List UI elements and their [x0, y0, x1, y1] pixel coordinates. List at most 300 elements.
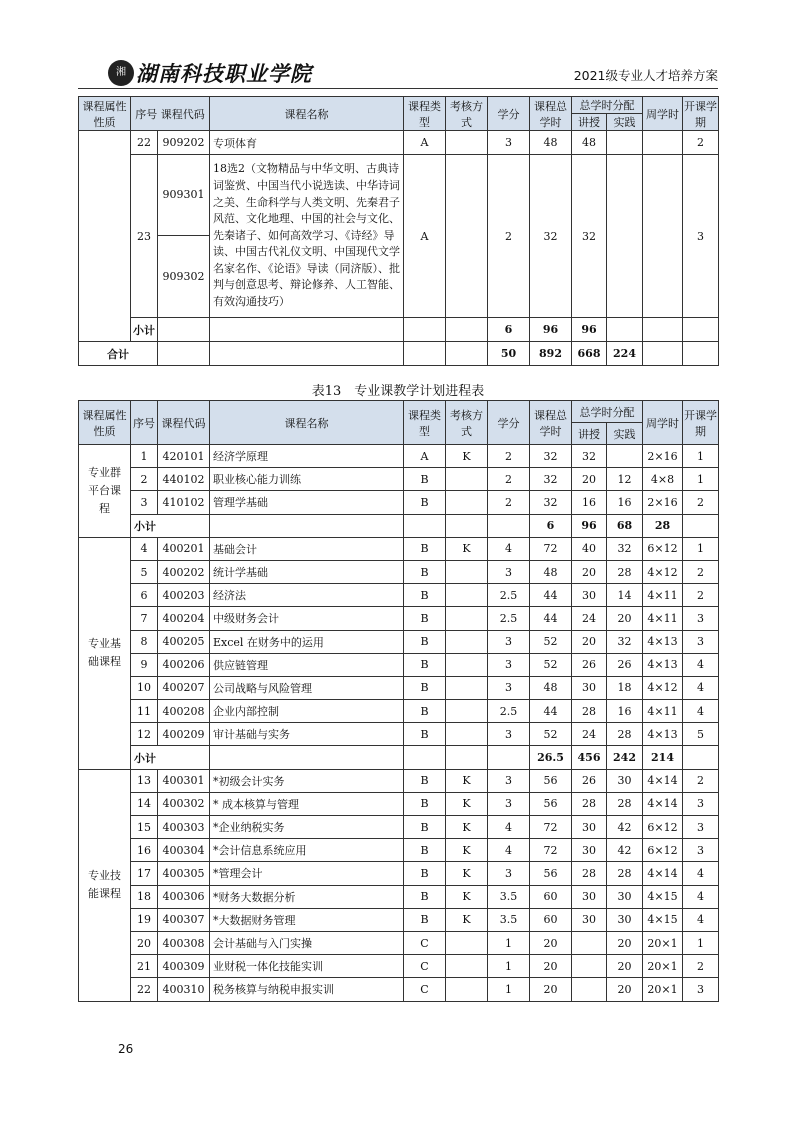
cell-weekly: 4×13 — [643, 630, 683, 653]
col-header-lecture: 讲授 — [572, 423, 607, 445]
cell-term: 4 — [683, 700, 719, 723]
cell-name: 企业内部控制 — [210, 700, 404, 723]
cell-no: 19 — [131, 908, 158, 931]
cell-total: 72 — [530, 816, 572, 839]
cell-total: 32 — [530, 155, 572, 318]
cell-total: 56 — [530, 862, 572, 885]
cell-term: 4 — [683, 908, 719, 931]
cell-practice: 30 — [607, 908, 643, 931]
cell-practice: 26 — [607, 653, 643, 676]
cell-practice: 32 — [607, 537, 643, 560]
cell-credit: 2 — [488, 155, 530, 318]
cell-total: 48 — [530, 560, 572, 583]
col-header-credit: 学分 — [488, 97, 530, 131]
cell-no: 11 — [131, 700, 158, 723]
table-row — [79, 445, 719, 468]
cell-term: 3 — [683, 630, 719, 653]
cell-no: 22 — [131, 131, 158, 155]
table-row — [79, 723, 719, 746]
cell-weekly: 2×16 — [643, 445, 683, 468]
cell-code: 400202 — [158, 560, 210, 583]
cell-practice: 30 — [607, 769, 643, 792]
cell-lecture: 26 — [572, 653, 607, 676]
cell-name: *初级会计实务 — [210, 769, 404, 792]
cell-term: 1 — [683, 445, 719, 468]
col-header-name: 课程名称 — [210, 97, 404, 131]
cell-practice — [607, 155, 643, 318]
cell-term: 3 — [683, 839, 719, 862]
cell-term: 3 — [683, 816, 719, 839]
table-row — [79, 885, 719, 908]
cell-exam — [446, 676, 488, 699]
cell-practice: 28 — [607, 723, 643, 746]
subtotal-row — [79, 514, 719, 537]
cell-code: 400309 — [158, 955, 210, 978]
general-courses-table-continued — [78, 96, 719, 366]
cell-lecture: 30 — [572, 676, 607, 699]
cell-exam — [446, 978, 488, 1001]
col-header-no: 序号 — [131, 401, 158, 445]
subtotal-practice: 214 — [643, 746, 683, 769]
cell-term: 2 — [683, 131, 719, 155]
cell-code: 400207 — [158, 676, 210, 699]
cell-total: 60 — [530, 908, 572, 931]
cell-practice: 28 — [607, 792, 643, 815]
col-header-exam: 考核方式 — [446, 401, 488, 445]
cell-total: 20 — [530, 955, 572, 978]
cell-name: 基础会计 — [210, 537, 404, 560]
cell-weekly: 4×11 — [643, 607, 683, 630]
cell-credit: 2.5 — [488, 584, 530, 607]
cell-no: 4 — [131, 537, 158, 560]
cell-term: 5 — [683, 723, 719, 746]
col-header-name: 课程名称 — [210, 401, 404, 445]
cell-name: 管理学基础 — [210, 491, 404, 514]
cell-credit: 4 — [488, 816, 530, 839]
cell-exam — [446, 491, 488, 514]
cell-no: 18 — [131, 885, 158, 908]
cell-name: 专项体育 — [210, 131, 404, 155]
cell-practice: 20 — [607, 955, 643, 978]
cell-practice: 42 — [607, 816, 643, 839]
subtotal-row — [79, 746, 719, 769]
cell-name: 税务核算与纳税申报实训 — [210, 978, 404, 1001]
col-header-code: 课程代码 — [160, 107, 205, 121]
cell-name: 经济学原理 — [210, 445, 404, 468]
grand-total-row — [79, 342, 719, 366]
cell-code: 440102 — [158, 468, 210, 491]
empty-cell — [158, 318, 210, 342]
cell-exam: K — [446, 816, 488, 839]
subtotal-row — [79, 318, 719, 342]
empty-cell — [488, 746, 530, 769]
cell-code: 410102 — [158, 491, 210, 514]
cell-ctype: B — [404, 584, 446, 607]
cell-weekly — [643, 131, 683, 155]
cell-total: 60 — [530, 885, 572, 908]
table-row — [79, 931, 719, 954]
cell-lecture: 28 — [572, 700, 607, 723]
cell-no: 21 — [131, 955, 158, 978]
cell-term: 2 — [683, 584, 719, 607]
cell-total: 56 — [530, 792, 572, 815]
cell-total: 20 — [530, 931, 572, 954]
cell-no: 16 — [131, 839, 158, 862]
cell-exam: K — [446, 908, 488, 931]
cell-name: 职业核心能力训练 — [210, 468, 404, 491]
col-header-practice: 实践 — [607, 114, 643, 131]
cell-practice: 16 — [607, 491, 643, 514]
cell-term: 3 — [683, 155, 719, 318]
table-row — [79, 700, 719, 723]
cell-ctype: B — [404, 792, 446, 815]
empty-cell — [446, 514, 488, 537]
col-header-ctype: 课程类型 — [404, 97, 446, 131]
document-title: 2021级专业人才培养方案 — [573, 68, 718, 83]
cell-total: 44 — [530, 607, 572, 630]
col-header-total: 课程总学时 — [530, 401, 572, 445]
table-row — [79, 653, 719, 676]
cell-credit: 3 — [488, 630, 530, 653]
cell-exam — [446, 584, 488, 607]
cell-ctype: B — [404, 630, 446, 653]
cell-no: 13 — [131, 769, 158, 792]
cell-exam — [446, 723, 488, 746]
cell-exam: K — [446, 445, 488, 468]
category-label: 专业基础课程 — [79, 537, 131, 769]
cell-code: 400201 — [158, 537, 210, 560]
cell-code: 909202 — [158, 131, 210, 155]
cell-lecture — [572, 978, 607, 1001]
cell-total: 52 — [530, 653, 572, 676]
professional-courses-table — [78, 400, 719, 1002]
cell-code: 400206 — [158, 653, 210, 676]
cell-exam — [446, 630, 488, 653]
cell-ctype: C — [404, 955, 446, 978]
cell-weekly: 20×1 — [643, 931, 683, 954]
grand-total-lecture: 668 — [572, 342, 607, 366]
cell-lecture: 32 — [572, 445, 607, 468]
cell-total: 32 — [530, 468, 572, 491]
grand-total-total: 892 — [530, 342, 572, 366]
empty-cell — [488, 514, 530, 537]
grand-total-practice: 224 — [607, 342, 643, 366]
cell-term: 2 — [683, 769, 719, 792]
cell-lecture — [572, 955, 607, 978]
cell-credit: 1 — [488, 931, 530, 954]
cell-no: 2 — [131, 468, 158, 491]
cell-weekly: 4×15 — [643, 885, 683, 908]
empty-cell — [210, 318, 404, 342]
cell-lecture: 26 — [572, 769, 607, 792]
cell-practice: 12 — [607, 468, 643, 491]
col-header-weekly: 周学时 — [643, 401, 683, 445]
col-header-type: 课程属性性质 — [79, 97, 131, 131]
cell-exam — [446, 155, 488, 318]
col-header-dist: 总学时分配 — [572, 97, 643, 114]
cell-credit: 4 — [488, 839, 530, 862]
col-header-practice: 实践 — [607, 423, 643, 445]
cell-credit: 3.5 — [488, 885, 530, 908]
cell-credit: 3 — [488, 792, 530, 815]
school-name-logo: 湖南科技职业学院 — [136, 61, 312, 86]
cell-code: 400209 — [158, 723, 210, 746]
cell-practice: 16 — [607, 700, 643, 723]
cell-exam — [446, 931, 488, 954]
cell-ctype: B — [404, 908, 446, 931]
col-header-credit: 学分 — [488, 401, 530, 445]
cell-name: 统计学基础 — [210, 560, 404, 583]
cell-ctype: B — [404, 700, 446, 723]
cell-code-a: 909301 — [158, 155, 209, 236]
cell-no: 8 — [131, 630, 158, 653]
col-header-term: 开课学期 — [683, 97, 719, 131]
cell-total: 32 — [530, 491, 572, 514]
empty-cell — [210, 746, 404, 769]
cell-name: *企业纳税实务 — [210, 816, 404, 839]
empty-cell — [158, 342, 210, 366]
grand-total-label: 合计 — [79, 342, 158, 366]
cell-weekly: 20×1 — [643, 978, 683, 1001]
table-row — [79, 816, 719, 839]
table-row — [79, 862, 719, 885]
empty-cell — [683, 318, 719, 342]
cell-weekly: 6×12 — [643, 537, 683, 560]
cell-no: 6 — [131, 584, 158, 607]
empty-cell — [404, 342, 446, 366]
cell-code: 400208 — [158, 700, 210, 723]
cell-credit: 1 — [488, 955, 530, 978]
cell-credit: 2 — [488, 468, 530, 491]
page-number: 26 — [118, 1042, 134, 1056]
cell-code: 400308 — [158, 931, 210, 954]
cell-name: Excel 在财务中的运用 — [210, 630, 404, 653]
cell-credit: 3 — [488, 862, 530, 885]
table-row — [79, 676, 719, 699]
cell-lecture: 40 — [572, 537, 607, 560]
cell-no: 22 — [131, 978, 158, 1001]
cell-no: 1 — [131, 445, 158, 468]
subtotal-credit: 26.5 — [530, 746, 572, 769]
table-row — [79, 955, 719, 978]
cell-practice: 32 — [607, 630, 643, 653]
cell-no: 23 — [131, 155, 158, 318]
cell-term: 4 — [683, 885, 719, 908]
cell-code-b: 909302 — [162, 270, 205, 283]
cell-exam: K — [446, 537, 488, 560]
table-row — [79, 630, 719, 653]
cell-term: 1 — [683, 537, 719, 560]
cell-weekly — [643, 155, 683, 318]
cell-weekly: 6×12 — [643, 839, 683, 862]
cell-ctype: B — [404, 839, 446, 862]
col-header-type: 课程属性性质 — [79, 401, 131, 445]
cell-ctype: B — [404, 816, 446, 839]
col-header-total: 课程总学时 — [530, 97, 572, 131]
table-row — [79, 560, 719, 583]
col-header-weekly: 周学时 — [643, 97, 683, 131]
cell-practice: 28 — [607, 862, 643, 885]
cell-practice: 20 — [607, 931, 643, 954]
cell-lecture: 30 — [572, 816, 607, 839]
cell-lecture — [572, 931, 607, 954]
school-logo-emblem: 湘 — [108, 60, 134, 86]
table-row — [79, 584, 719, 607]
cell-code: 400306 — [158, 885, 210, 908]
cell-lecture: 48 — [572, 131, 607, 155]
cell-ctype: B — [404, 769, 446, 792]
cell-exam — [446, 700, 488, 723]
cell-lecture: 32 — [572, 155, 607, 318]
col-header-dist: 总学时分配 — [572, 401, 643, 423]
cell-practice — [607, 131, 643, 155]
cell-term: 2 — [683, 491, 719, 514]
cell-no: 15 — [131, 816, 158, 839]
empty-cell — [446, 342, 488, 366]
cell-lecture: 16 — [572, 491, 607, 514]
cell-weekly: 4×14 — [643, 792, 683, 815]
cell-ctype: B — [404, 537, 446, 560]
cell-weekly: 6×12 — [643, 816, 683, 839]
cell-credit: 3 — [488, 723, 530, 746]
cell-total: 72 — [530, 537, 572, 560]
empty-cell — [446, 746, 488, 769]
cell-credit: 2.5 — [488, 607, 530, 630]
empty-cell — [683, 746, 719, 769]
empty-cell — [404, 318, 446, 342]
cell-credit: 3 — [488, 653, 530, 676]
cell-code: 400303 — [158, 816, 210, 839]
cell-weekly: 4×13 — [643, 653, 683, 676]
cell-practice: 20 — [607, 978, 643, 1001]
cell-code: 400304 — [158, 839, 210, 862]
cell-code: 400305 — [158, 862, 210, 885]
table-row — [79, 978, 719, 1001]
cell-term: 4 — [683, 676, 719, 699]
cell-ctype: B — [404, 607, 446, 630]
col-header-term: 开课学期 — [683, 401, 719, 445]
empty-cell — [643, 318, 683, 342]
category-label: 专业技能课程 — [79, 769, 131, 1001]
cell-term: 1 — [683, 468, 719, 491]
empty-cell — [607, 318, 643, 342]
cell-name: 经济法 — [210, 584, 404, 607]
cell-name: *财务大数据分析 — [210, 885, 404, 908]
cell-credit: 1 — [488, 978, 530, 1001]
cell-code: 400301 — [158, 769, 210, 792]
cell-total: 44 — [530, 584, 572, 607]
cell-no: 14 — [131, 792, 158, 815]
category-cell — [79, 131, 131, 342]
empty-cell — [683, 514, 719, 537]
cell-total: 20 — [530, 978, 572, 1001]
cell-term: 3 — [683, 607, 719, 630]
cell-code-split — [158, 155, 210, 318]
cell-credit: 2.5 — [488, 700, 530, 723]
subtotal-total: 456 — [572, 746, 607, 769]
cell-weekly: 4×14 — [643, 769, 683, 792]
subtotal-label: 小计 — [131, 318, 158, 342]
cell-total: 44 — [530, 700, 572, 723]
cell-exam — [446, 955, 488, 978]
cell-ctype: B — [404, 723, 446, 746]
cell-no: 10 — [131, 676, 158, 699]
cell-term: 4 — [683, 862, 719, 885]
cell-credit: 3 — [488, 560, 530, 583]
cell-weekly: 4×11 — [643, 700, 683, 723]
cell-name: 供应链管理 — [210, 653, 404, 676]
category-label: 专业群平台课程 — [79, 445, 131, 538]
cell-credit: 4 — [488, 537, 530, 560]
cell-total: 56 — [530, 769, 572, 792]
cell-exam: K — [446, 839, 488, 862]
cell-lecture: 30 — [572, 885, 607, 908]
cell-exam — [446, 468, 488, 491]
cell-lecture: 20 — [572, 560, 607, 583]
cell-total: 52 — [530, 723, 572, 746]
cell-practice — [607, 445, 643, 468]
empty-cell — [210, 514, 404, 537]
cell-practice: 18 — [607, 676, 643, 699]
cell-code: 400310 — [158, 978, 210, 1001]
grand-total-credit: 50 — [488, 342, 530, 366]
cell-ctype: A — [404, 445, 446, 468]
cell-total: 48 — [530, 131, 572, 155]
empty-cell — [683, 342, 719, 366]
cell-credit: 3 — [488, 769, 530, 792]
cell-exam — [446, 653, 488, 676]
cell-exam — [446, 607, 488, 630]
table-row — [79, 792, 719, 815]
cell-total: 72 — [530, 839, 572, 862]
cell-total: 52 — [530, 630, 572, 653]
cell-ctype: C — [404, 978, 446, 1001]
cell-name: 审计基础与实务 — [210, 723, 404, 746]
cell-weekly: 4×11 — [643, 584, 683, 607]
cell-total: 48 — [530, 676, 572, 699]
cell-exam: K — [446, 792, 488, 815]
cell-no: 12 — [131, 723, 158, 746]
empty-cell — [643, 342, 683, 366]
cell-no: 7 — [131, 607, 158, 630]
cell-weekly: 2×16 — [643, 491, 683, 514]
cell-credit: 2 — [488, 445, 530, 468]
cell-no: 17 — [131, 862, 158, 885]
cell-term: 3 — [683, 978, 719, 1001]
empty-cell — [446, 318, 488, 342]
cell-credit: 3.5 — [488, 908, 530, 931]
cell-lecture: 24 — [572, 607, 607, 630]
cell-term: 3 — [683, 792, 719, 815]
cell-practice: 28 — [607, 560, 643, 583]
col-header-no: 序号 — [135, 107, 158, 121]
cell-exam — [446, 560, 488, 583]
cell-name: *会计信息系统应用 — [210, 839, 404, 862]
professional-courses-body — [79, 445, 719, 1002]
empty-cell — [404, 746, 446, 769]
table-row — [79, 839, 719, 862]
cell-code: 400203 — [158, 584, 210, 607]
cell-ctype: B — [404, 560, 446, 583]
cell-weekly: 4×8 — [643, 468, 683, 491]
cell-practice: 42 — [607, 839, 643, 862]
subtotal-label: 小计 — [131, 746, 210, 769]
col-header-exam: 考核方式 — [446, 97, 488, 131]
table-row — [79, 491, 719, 514]
cell-total: 32 — [530, 445, 572, 468]
cell-name: 公司战略与风险管理 — [210, 676, 404, 699]
cell-code: 400302 — [158, 792, 210, 815]
